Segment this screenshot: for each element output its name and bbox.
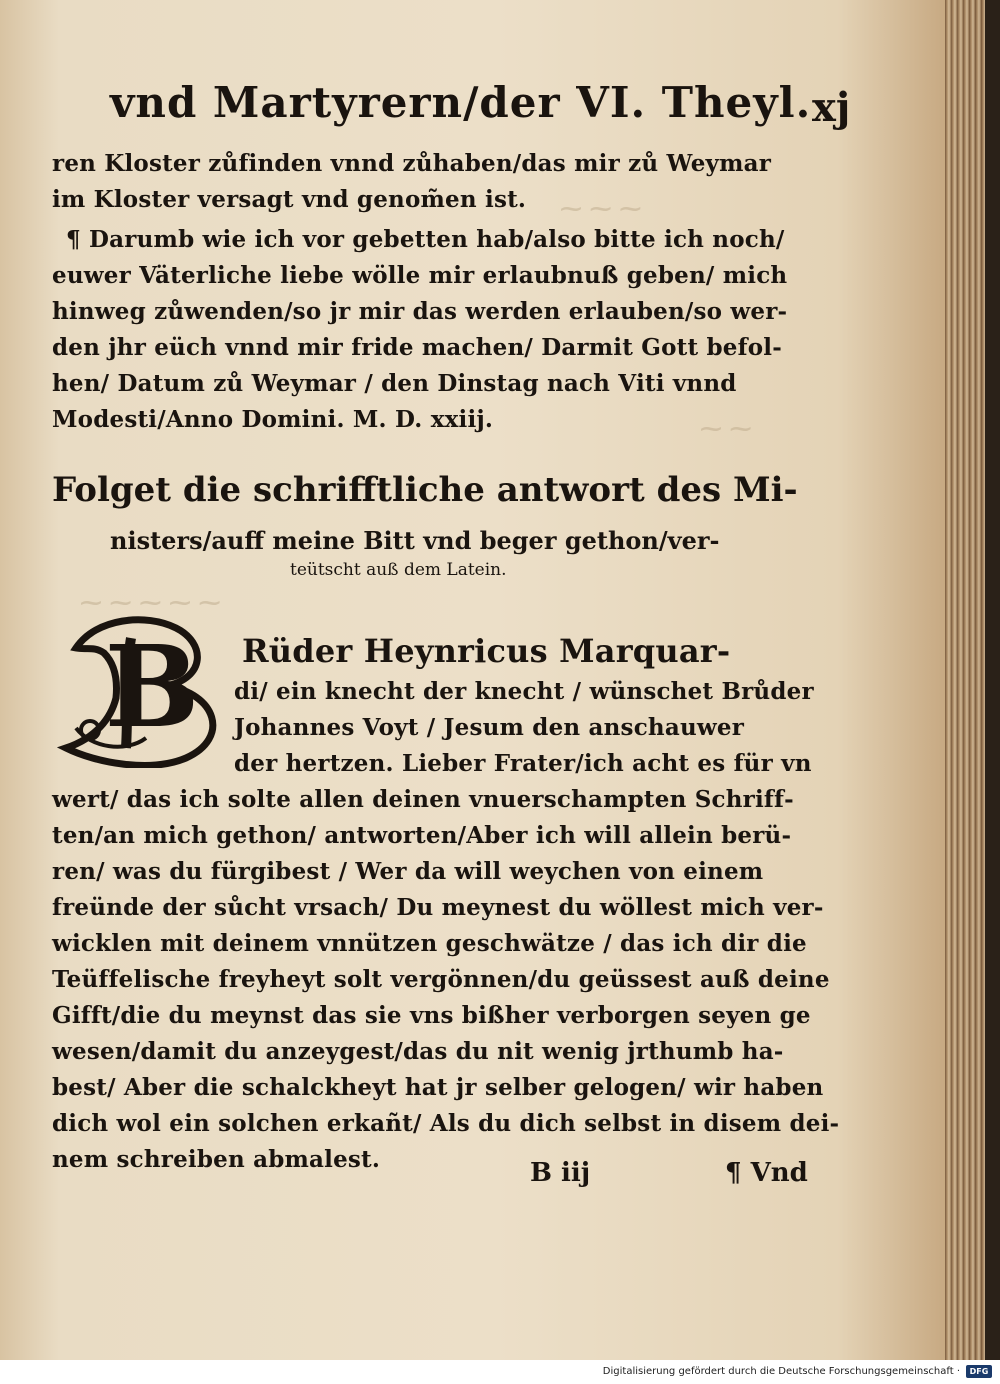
catchword: ¶ Vnd	[725, 1158, 808, 1188]
text-line: Modesti/Anno Domini. M. D. xxiij.	[52, 406, 494, 433]
text-line: wicklen mit deinem vnnützen geschwätze / das ich dir die	[52, 930, 807, 957]
section-heading: Folget die schrifftliche antwort des Mi‑	[52, 470, 798, 510]
text-line: Rüder Heynricus Marquar‑	[242, 632, 731, 670]
bleed-through: ⁓ ⁓ ⁓	[560, 196, 642, 222]
text-line: Teüffelische freyheyt solt vergönnen/du geüssest auß deine	[52, 966, 830, 993]
text-line: ren/ was du fürgibest / Wer da will weychen von einem	[52, 858, 764, 885]
text-line: best/ Aber die schalckheyt hat jr selber gelogen/ wir haben	[52, 1074, 824, 1101]
text-line: euwer Väterliche liebe wölle mir erlaubnuß geben/ mich	[52, 262, 788, 289]
text-line: dich wol ein solchen erkañt/ Als du dich selbst in disem dei‑	[52, 1110, 840, 1137]
text-line: der hertzen. Lieber Frater/ich acht es für vn	[234, 750, 812, 777]
text-line: hinweg zůwenden/so jr mir das werden erlauben/so wer‑	[52, 298, 788, 325]
running-head: vnd Martyrern/der VI. Theyl.	[110, 78, 812, 127]
text-line: hen/ Datum zů Weymar / den Dinstag nach Viti vnnd	[52, 370, 737, 397]
text-line: wert/ das ich solte allen deinen vnuerschampten Schriff‑	[52, 786, 794, 813]
section-heading-line: teütscht auß dem Latein.	[290, 560, 507, 580]
bleed-through: ⁓ ⁓	[700, 416, 752, 442]
signature-mark: B iij	[530, 1158, 591, 1188]
initial-letter: B	[104, 622, 200, 753]
text-line: di/ ein knecht der knecht / wünschet Brůder	[234, 678, 814, 705]
text-line: freünde der sůcht vrsach/ Du meynest du wöllest mich ver‑	[52, 894, 824, 921]
dfg-logo: DFG	[966, 1365, 992, 1378]
text-line: ren Kloster zůfinden vnnd zůhaben/das mir zů Weymar	[52, 150, 772, 177]
bleed-through: ⁓ ⁓ ⁓ ⁓ ⁓	[80, 590, 221, 616]
text-line: im Kloster versagt vnd genom̃en ist.	[52, 186, 527, 213]
text-line: ten/an mich gethon/ antworten/Aber ich will allein berü‑	[52, 822, 792, 849]
text-line: Gifft/die du meynst das sie vns bißher verborgen seyen ge	[52, 1002, 811, 1029]
text-line: Johannes Voyt / Jesum den anschauwer	[234, 714, 745, 741]
page-edge	[945, 0, 985, 1360]
text-line: ¶ Darumb wie ich vor gebetten hab/also bitte ich noch/	[66, 226, 785, 253]
decorated-initial	[56, 608, 242, 768]
footer-bar	[0, 1360, 1000, 1384]
text-line: nem schreiben abmalest.	[52, 1146, 381, 1173]
footer-credit: Digitalisierung gefördert durch die Deutsche Forschungsgemeinschaft ·	[602, 1366, 960, 1377]
folio-number: xj	[812, 84, 851, 131]
section-heading-line: nisters/auff meine Bitt vnd beger gethon/ver‑	[110, 526, 720, 555]
text-line: den jhr eüch vnnd mir fride machen/ Darmit Gott befol‑	[52, 334, 782, 361]
text-line: wesen/damit du anzeygest/das du nit wenig jrthumb ha‑	[52, 1038, 784, 1065]
